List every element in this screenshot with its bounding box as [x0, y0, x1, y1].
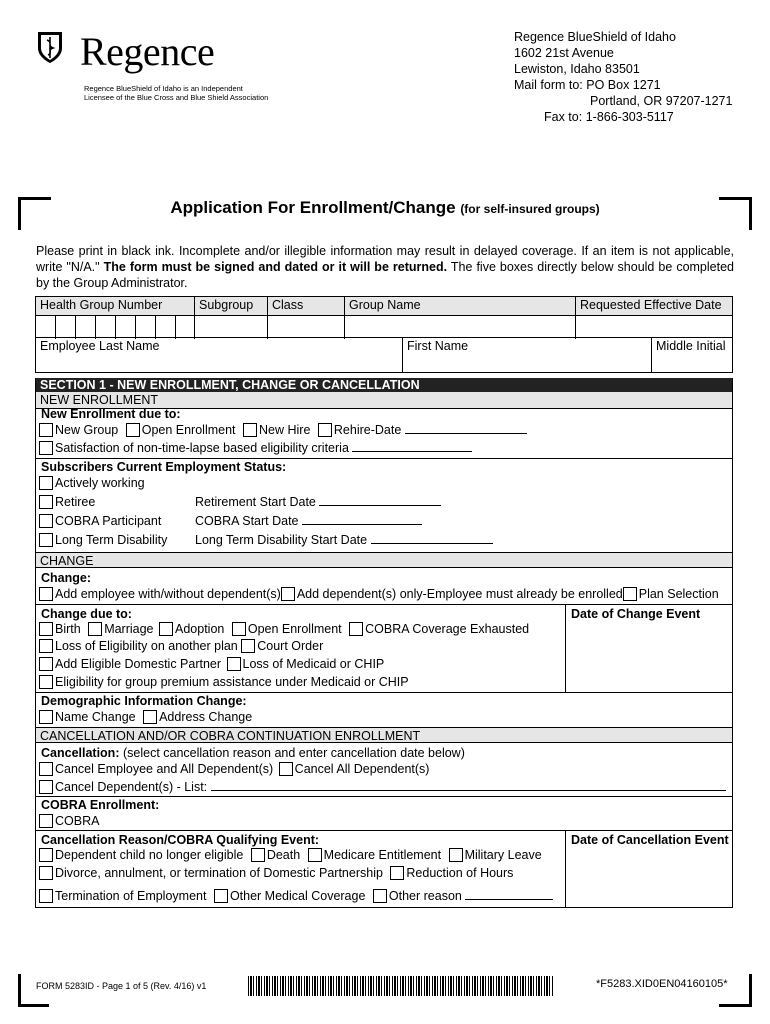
- cobra-checkbox[interactable]: [39, 814, 53, 828]
- class-label: Class: [267, 297, 307, 315]
- new-enrollment-options: New Group Open Enrollment New Hire Rehire-Date: [39, 422, 527, 438]
- group-number-boxes[interactable]: [36, 315, 732, 339]
- date-of-cancellation-event-label[interactable]: Date of Cancellation Event: [571, 833, 729, 847]
- plan-selection-checkbox[interactable]: [623, 587, 637, 601]
- loss-eligibility-checkbox[interactable]: [39, 639, 53, 653]
- subgroup-label: Subgroup: [194, 297, 257, 315]
- cancel-dependents-list-checkbox[interactable]: [39, 780, 53, 794]
- change-open-enrollment-checkbox[interactable]: [232, 622, 246, 636]
- form-id: FORM 5283ID - Page 1 of 5 (Rev. 4/16) v1: [36, 981, 207, 991]
- date-of-change-event-label[interactable]: Date of Change Event: [571, 607, 701, 621]
- cancellation-header: CANCELLATION AND/OR COBRA CONTINUATION ENROLLMENT: [35, 727, 733, 743]
- medicare-checkbox[interactable]: [308, 848, 322, 862]
- rehire-date-field[interactable]: [405, 423, 527, 434]
- termination-checkbox[interactable]: [39, 889, 53, 903]
- court-order-checkbox[interactable]: [241, 639, 255, 653]
- cobra-start-date-field[interactable]: [302, 514, 422, 525]
- dependent-child-checkbox[interactable]: [39, 848, 53, 862]
- change-label: Change:: [41, 571, 91, 585]
- cancellation-reason-label: Cancellation Reason/COBRA Qualifying Event:: [41, 833, 320, 847]
- group-info-table: [35, 296, 733, 338]
- barcode-icon: [248, 976, 554, 996]
- group-name-label: Group Name: [344, 297, 425, 315]
- address-block: Regence BlueShield of Idaho 1602 21st Avenue Lewiston, Idaho 83501 Mail form to: PO Box 1271 Portland, OR 97207-1271 Fax to: 1-866-303-5117: [514, 30, 733, 124]
- other-medical-checkbox[interactable]: [214, 889, 228, 903]
- add-dependent-checkbox[interactable]: [281, 587, 295, 601]
- employee-last-name-field[interactable]: Employee Last Name: [40, 339, 160, 353]
- cobra-enrollment-label: COBRA Enrollment:: [41, 798, 160, 812]
- logo-wordmark: Regence: [80, 29, 215, 74]
- birth-checkbox[interactable]: [39, 622, 53, 636]
- adoption-checkbox[interactable]: [159, 622, 173, 636]
- regence-shield-logo-icon: [36, 30, 64, 64]
- reduction-hours-checkbox[interactable]: [390, 866, 404, 880]
- requested-effective-date-label: Requested Effective Date: [575, 297, 726, 315]
- premium-assistance-checkbox[interactable]: [39, 675, 53, 689]
- rehire-checkbox[interactable]: [318, 423, 332, 437]
- other-reason-checkbox[interactable]: [373, 889, 387, 903]
- instructions: Please print in black ink. Incomplete and/or illegible information may result in delayed coverage. If an item is not applicable, write "N/A." The form must be signed and dated or it will be returned. The five boxes directly below should be completed by the Group Administrator.: [36, 244, 734, 290]
- marriage-checkbox[interactable]: [88, 622, 102, 636]
- open-enrollment-checkbox[interactable]: [126, 423, 140, 437]
- death-checkbox[interactable]: [251, 848, 265, 862]
- new-enrollment-due-to-label: New Enrollment due to:: [41, 407, 181, 421]
- domestic-partner-checkbox[interactable]: [39, 657, 53, 671]
- cancel-all-dependents-checkbox[interactable]: [279, 762, 293, 776]
- form-title: Application For Enrollment/Change (for self-insured groups): [170, 198, 600, 217]
- retirement-start-date-field[interactable]: [319, 495, 441, 506]
- actively-working-checkbox[interactable]: [39, 476, 53, 490]
- logo-tagline: Regence BlueShield of Idaho is an Independent Licensee of the Blue Cross and Blue Shield Association: [84, 84, 269, 102]
- health-group-number-label: Health Group Number: [40, 298, 163, 312]
- section-1-title: SECTION 1 - NEW ENROLLMENT, CHANGE OR CANCELLATION: [36, 378, 732, 392]
- cobra-exhausted-checkbox[interactable]: [349, 622, 363, 636]
- other-reason-field[interactable]: [465, 889, 553, 900]
- form-code: *F5283.XID0EN04160105*: [596, 978, 728, 990]
- address-change-checkbox[interactable]: [143, 710, 157, 724]
- ltd-start-date-field[interactable]: [371, 533, 493, 544]
- first-name-field[interactable]: First Name: [402, 337, 472, 372]
- new-enrollment-header: NEW ENROLLMENT: [36, 392, 732, 409]
- change-due-to-label: Change due to:: [41, 607, 132, 621]
- retiree-checkbox[interactable]: [39, 495, 53, 509]
- middle-initial-field[interactable]: Middle Initial: [651, 337, 729, 372]
- dependents-list-field[interactable]: [211, 780, 726, 791]
- loss-medicaid-checkbox[interactable]: [227, 657, 241, 671]
- demographic-change-label: Demographic Information Change:: [41, 694, 247, 708]
- long-term-disability-checkbox[interactable]: [39, 533, 53, 547]
- cobra-participant-checkbox[interactable]: [39, 514, 53, 528]
- cancellation-label: Cancellation: (select cancellation reason and enter cancellation date below): [41, 746, 465, 760]
- employee-name-table[interactable]: [35, 337, 733, 373]
- cancel-employee-all-checkbox[interactable]: [39, 762, 53, 776]
- name-change-checkbox[interactable]: [39, 710, 53, 724]
- satisfaction-criteria-checkbox[interactable]: [39, 441, 53, 455]
- satisfaction-date-field[interactable]: [352, 441, 472, 452]
- change-header: CHANGE: [35, 552, 733, 568]
- add-employee-checkbox[interactable]: [39, 587, 53, 601]
- new-group-checkbox[interactable]: [39, 423, 53, 437]
- military-leave-checkbox[interactable]: [449, 848, 463, 862]
- divorce-checkbox[interactable]: [39, 866, 53, 880]
- employment-status-label: Subscribers Current Employment Status:: [41, 460, 287, 474]
- new-hire-checkbox[interactable]: [243, 423, 257, 437]
